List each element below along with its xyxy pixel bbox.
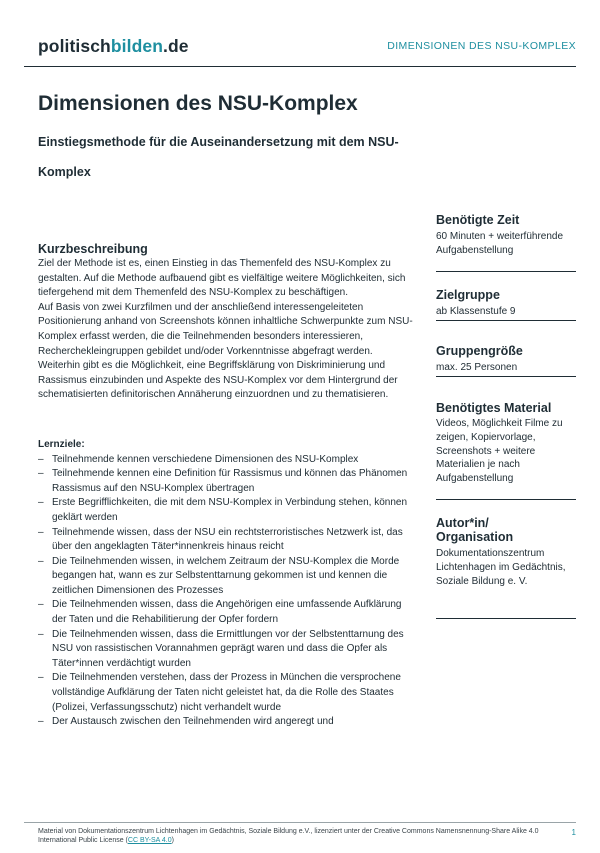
footer-divider [24, 822, 576, 823]
info-box-author [436, 516, 576, 619]
page-number: 1 [571, 828, 576, 837]
goal-item: – Die Teilnehmenden wissen, in welchem Zeitraum der NSU-Komplex die Morde begangen hat, wann es zur Selbstenttarnung gekommen ist und kennen die zeitlichen Dimensionen des Prozesses [38, 555, 418, 599]
info-sidebar [436, 213, 576, 619]
info-box-audience [436, 288, 576, 321]
info-value: Videos, Möglichkeit Filme zu zeigen, Kopiervorlage, Screenshots + weitere Materialien je nach Aufgabenstellung [436, 418, 563, 485]
goal-item: – Der Austausch zwischen den Teilnehmenden wird angeregt und [38, 715, 418, 730]
header-title: DIMENSIONEN DES NSU-KOMPLEX [387, 40, 576, 52]
license-link[interactable]: CC BY-SA 4.0 [127, 837, 172, 844]
goal-item: – Teilnehmende kennen eine Definition für Rassismus und können das Phänomen Rassismus auf den NSU-Komplex übertragen [38, 467, 418, 496]
info-label: Benötigtes Material [436, 401, 552, 415]
description-heading: Kurzbeschreibung [38, 242, 148, 256]
goal-item: – Die Teilnehmenden wissen, dass die Ermittlungen vor der Selbstenttarnung des NSU von rassistischen Vorannahmen geprägt waren und dass die Opfer als Täter*innen verdächtigt wurden [38, 628, 418, 672]
description-paragraph: Auf Basis von zwei Kurzfilmen und der anschließend interessengeleiteten Positionierung anhand von Screenshots können inhaltliche Schwerpunkte zum NSU-Komplex erfasst werden, die die Teilnehmenden besonders interessieren, Recherchekleingruppen gebildet und/oder Vorkenntnisse abgefragt werden. [38, 301, 413, 357]
info-value: max. 25 Personen [436, 362, 518, 373]
logo-text-politisch: politisch [38, 36, 111, 56]
goals-heading: Lernziele: [38, 438, 85, 450]
site-logo[interactable] [38, 36, 189, 57]
info-value: 60 Minuten + weiterführende Aufgabenstellung [436, 231, 564, 256]
logo-text-domain: .de [163, 36, 189, 56]
info-label: Autor*in/ Organisation [436, 516, 514, 544]
goal-item: – Die Teilnehmenden wissen, dass die Angehörigen eine umfassende Aufklärung der Taten und die Rehabilitierung der Opfer fordern [38, 598, 418, 627]
logo-text-bilden: bilden [110, 36, 163, 56]
goal-item: – Erste Begrifflichkeiten, die mit dem NSU-Komplex in Verbindung stehen, können geklärt werden [38, 496, 418, 525]
info-box-group-size [436, 344, 576, 377]
info-box-material [436, 401, 576, 500]
page-header [38, 36, 576, 66]
description-paragraph: Weiterhin gibt es die Möglichkeit, eine Begriffsklärung von Diskriminierung und Rassismus einzubinden und Aspekte des NSU-Komplex vor dem Hintergrund der schematisierten definitorischen Annäherung einzuordnen und zu thematisieren. [38, 360, 398, 401]
document-subtitle: Einstiegsmethode für die Auseinandersetzung mit dem NSU-Komplex [38, 135, 399, 179]
info-label: Gruppengröße [436, 344, 523, 358]
main-column [38, 242, 418, 730]
license-footer [38, 827, 576, 845]
goal-item: – Teilnehmende kennen verschiedene Dimensionen des NSU-Komplex [38, 453, 418, 468]
header-divider [24, 66, 576, 67]
info-box-time [436, 213, 576, 272]
info-label: Benötigte Zeit [436, 213, 520, 227]
info-value: Dokumentationszentrum Lichtenhagen im Gedächtnis, Soziale Bildung e. V. [436, 548, 566, 587]
description-paragraph: Ziel der Methode ist es, einen Einstieg in das Themenfeld des NSU-Komplex zu gestalten. Auf die Methode aufbauend gibt es vielfältige weitere Möglichkeiten, sich tiefergehend mit dem Themenfeld des NSU-Komplex zu beschäftigen. [38, 258, 406, 299]
goal-item: – Die Teilnehmenden verstehen, dass der Prozess in München die versprochene vollständige Aufklärung der Taten nicht geleistet hat, da die Rolle des Staates (Polizei, Verfassungsschutz) nicht verhandelt wurde [38, 671, 418, 715]
goal-item: – Teilnehmende wissen, dass der NSU ein rechtsterroristisches Netzwerk ist, das über den angeklagten Täter*innenkreis hinaus reicht [38, 526, 418, 555]
info-value: ab Klassenstufe 9 [436, 306, 516, 317]
license-text: Material von Dokumentationszentrum Lichtenhagen im Gedächtnis, Soziale Bildung e.V., lizenziert unter der Creative Commons Namensnennung-Share Alike 4.0 International Public License ( [38, 828, 539, 844]
license-close-paren: ) [171, 837, 174, 844]
goals-list [38, 453, 418, 730]
document-title: Dimensionen des NSU-Komplex [38, 92, 358, 115]
description-text [38, 257, 418, 403]
info-label: Zielgruppe [436, 288, 500, 302]
